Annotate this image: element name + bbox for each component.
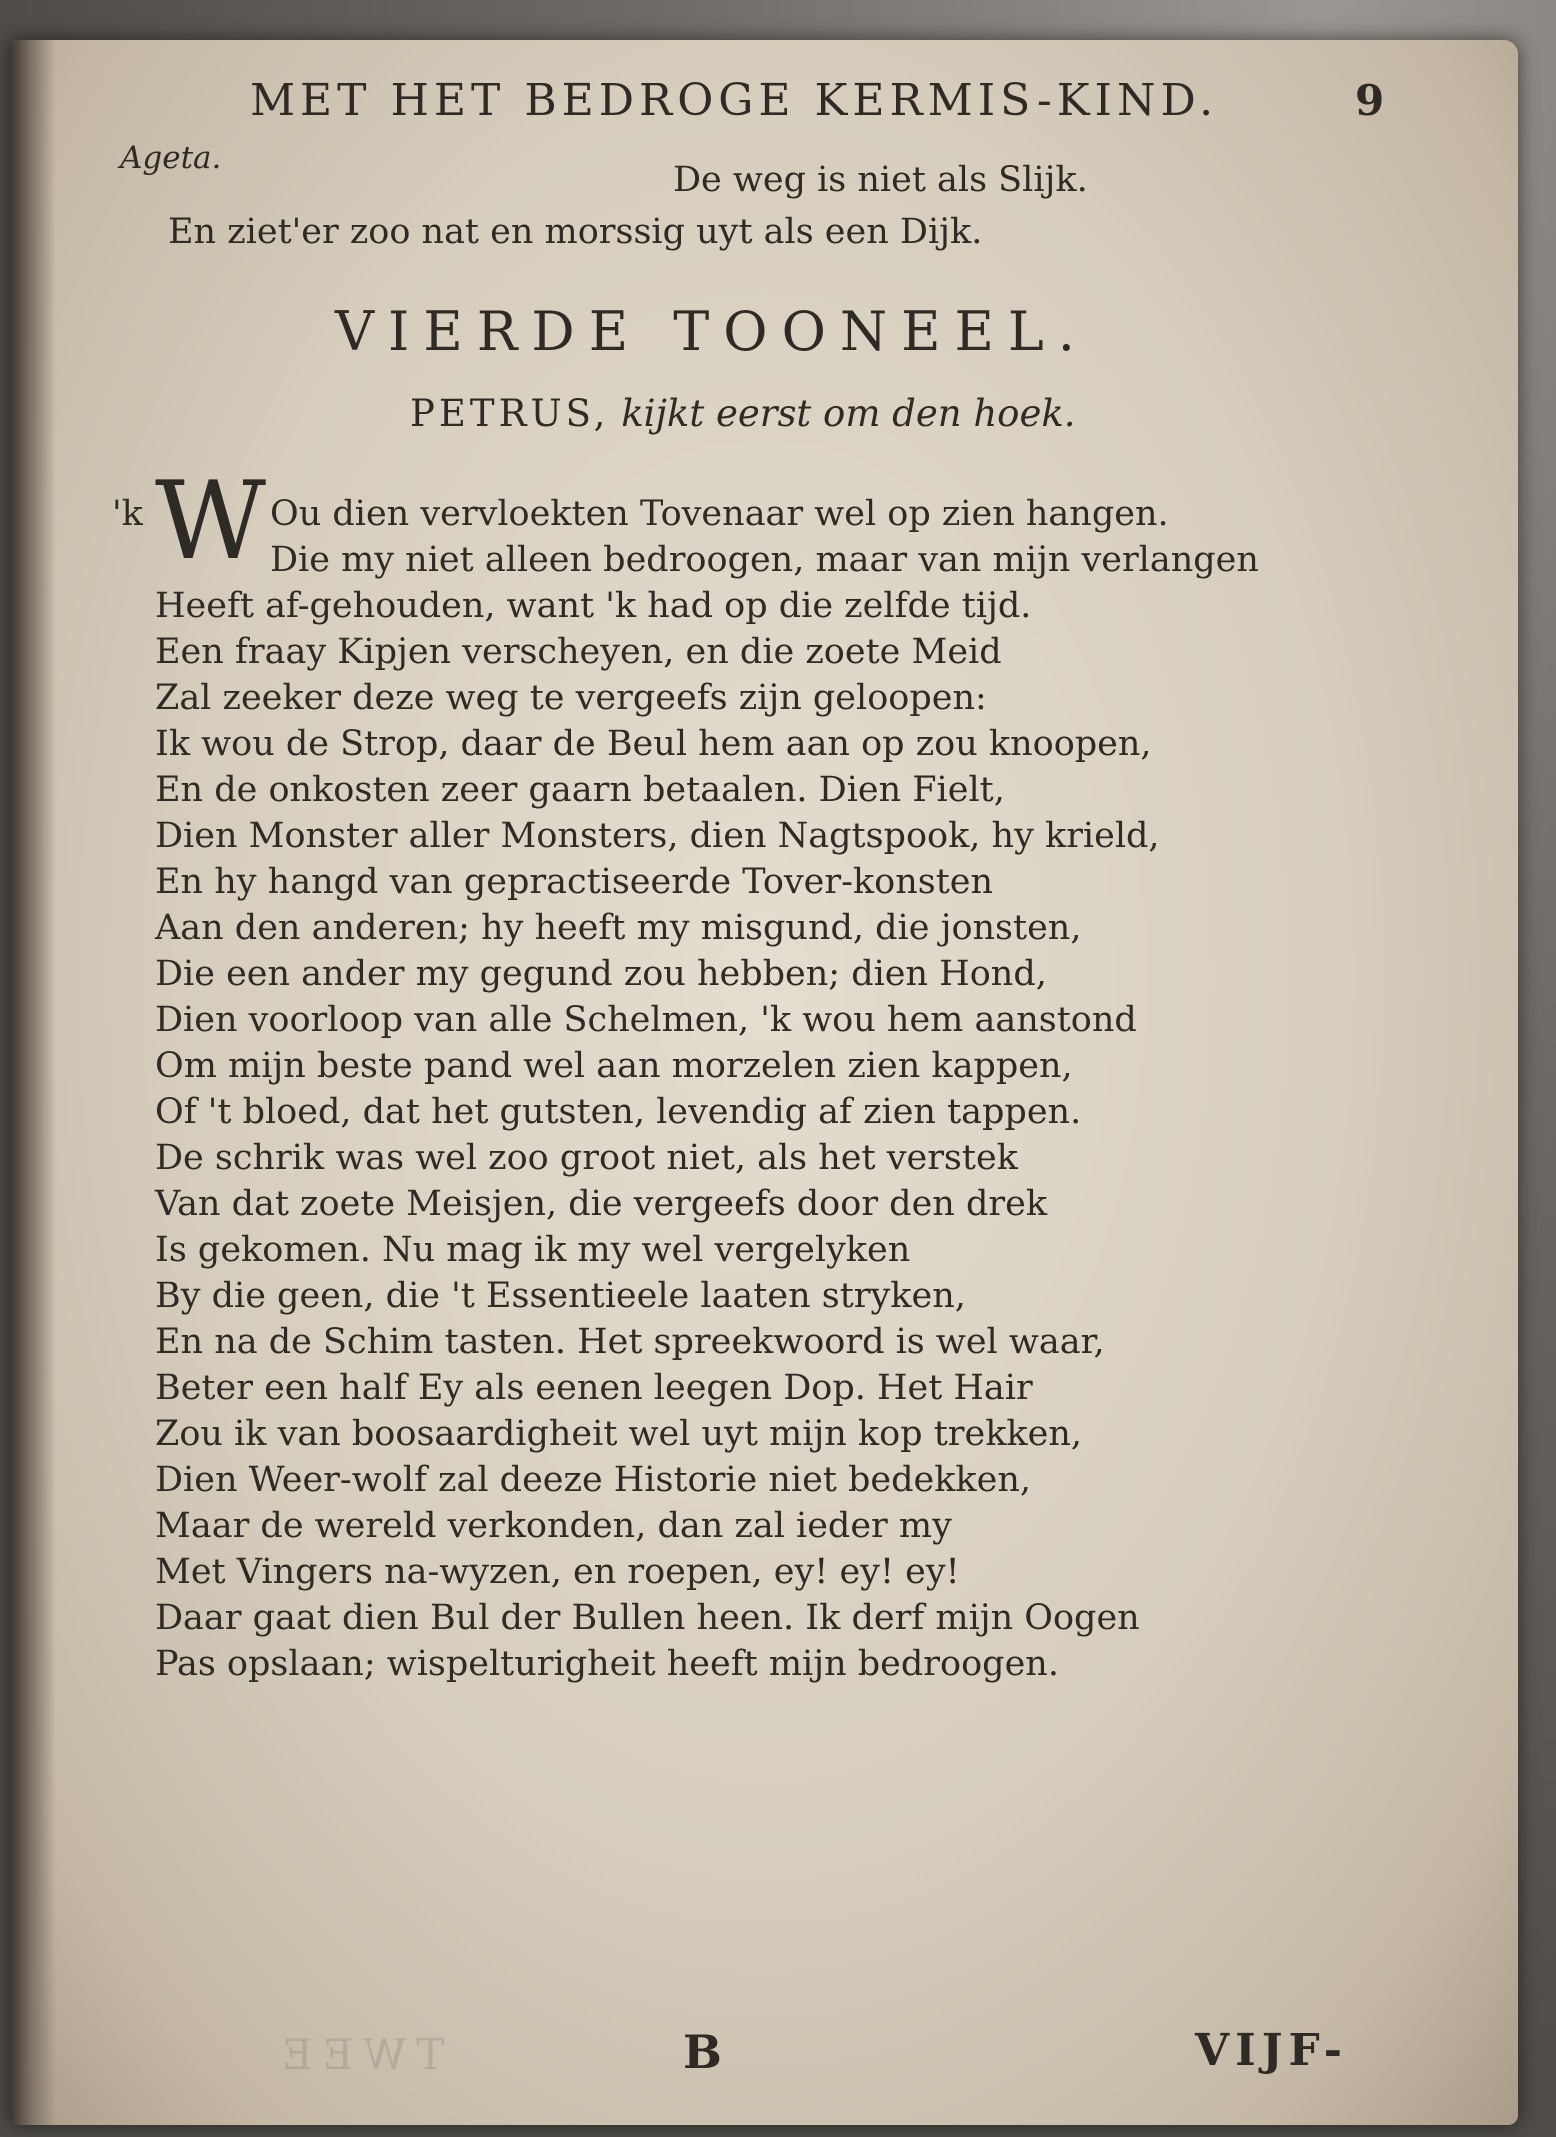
verse-line: Daar gaat dien Bul der Bullen heen. Ik derf mijn Oogen bbox=[155, 1598, 1140, 1638]
running-title: MET HET BEDROGE KERMIS-KIND. bbox=[250, 75, 1219, 126]
verse-line: By die geen, die 't Essentieele laaten stryken, bbox=[155, 1276, 966, 1316]
scene-title: VIERDE TOONEEL. bbox=[335, 300, 1089, 363]
verse-line: Een fraay Kipjen verscheyen, en die zoete Meid bbox=[155, 632, 1002, 672]
verse-line: En na de Schim tasten. Het spreekwoord is wel waar, bbox=[155, 1322, 1105, 1362]
verse-line: Ik wou de Strop, daar de Beul hem aan op zou knoopen, bbox=[155, 724, 1152, 764]
scene-heading bbox=[410, 392, 1076, 435]
verse-line: Die my niet alleen bedroogen, maar van mijn verlangen bbox=[270, 540, 1259, 580]
preceding-line-2: En ziet'er zoo nat en morssig uyt als een Dijk. bbox=[168, 212, 983, 252]
verse-line: Dien voorloop van alle Schelmen, 'k wou hem aanstond bbox=[155, 1000, 1137, 1040]
verse-line: Om mijn beste pand wel aan morzelen zien kappen, bbox=[155, 1046, 1073, 1086]
verse-line: Dien Monster aller Monsters, dien Nagtspook, hy krield, bbox=[155, 816, 1160, 856]
verse-line: Die een ander my gegund zou hebben; dien Hond, bbox=[155, 954, 1047, 994]
verse-line: Pas opslaan; wispelturigheit heeft mijn bedroogen. bbox=[155, 1644, 1059, 1684]
stage-direction: kijkt eerst om den hoek. bbox=[621, 392, 1076, 435]
verse-line: Maar de wereld verkonden, dan zal ieder my bbox=[155, 1506, 952, 1546]
verse-line: Of 't bloed, dat het gutsten, levendig af zien tappen. bbox=[155, 1092, 1082, 1132]
signature-mark: B bbox=[683, 2025, 722, 2079]
bleed-through-text: TWEE bbox=[272, 2030, 445, 2079]
verse-line: Van dat zoete Meisjen, die vergeefs door den drek bbox=[155, 1184, 1048, 1224]
verse-line: En hy hangd van gepractiseerde Tover-konsten bbox=[155, 862, 994, 902]
character-name: PETRUS, bbox=[410, 392, 610, 435]
verse-line: Met Vingers na-wyzen, en roepen, ey! ey! ey! bbox=[155, 1552, 960, 1592]
verse-line: Zal zeeker deze weg te vergeefs zijn geloopen: bbox=[155, 678, 987, 718]
speaker-label: Ageta. bbox=[120, 140, 222, 176]
verse-line-1: Ou dien vervloekten Tovenaar wel op zien hangen. bbox=[270, 494, 1169, 534]
drop-capital: W bbox=[155, 459, 267, 584]
verse-line: De schrik was wel zoo groot niet, als het verstek bbox=[155, 1138, 1018, 1178]
verse-line: Is gekomen. Nu mag ik my wel vergelyken bbox=[155, 1230, 911, 1270]
initial-prefix: 'k bbox=[112, 494, 143, 534]
verse-line: Heeft af-gehouden, want 'k had op die zelfde tijd. bbox=[155, 586, 1032, 626]
verse-line: Zou ik van boosaardigheit wel uyt mijn kop trekken, bbox=[155, 1414, 1083, 1454]
verse-line: Aan den anderen; hy heeft my misgund, die jonsten, bbox=[155, 908, 1082, 948]
page-number: 9 bbox=[1355, 76, 1385, 125]
verse-line: Dien Weer-wolf zal deeze Historie niet bedekken, bbox=[155, 1460, 1032, 1500]
verse-line: Beter een half Ey als eenen leegen Dop. Het Hair bbox=[155, 1368, 1033, 1408]
page-gutter bbox=[10, 40, 56, 2125]
verse-line: En de onkosten zeer gaarn betaalen. Dien Fielt, bbox=[155, 770, 1005, 810]
catchword: VIJF- bbox=[1195, 2025, 1349, 2076]
preceding-line-1: De weg is niet als Slijk. bbox=[673, 160, 1088, 200]
